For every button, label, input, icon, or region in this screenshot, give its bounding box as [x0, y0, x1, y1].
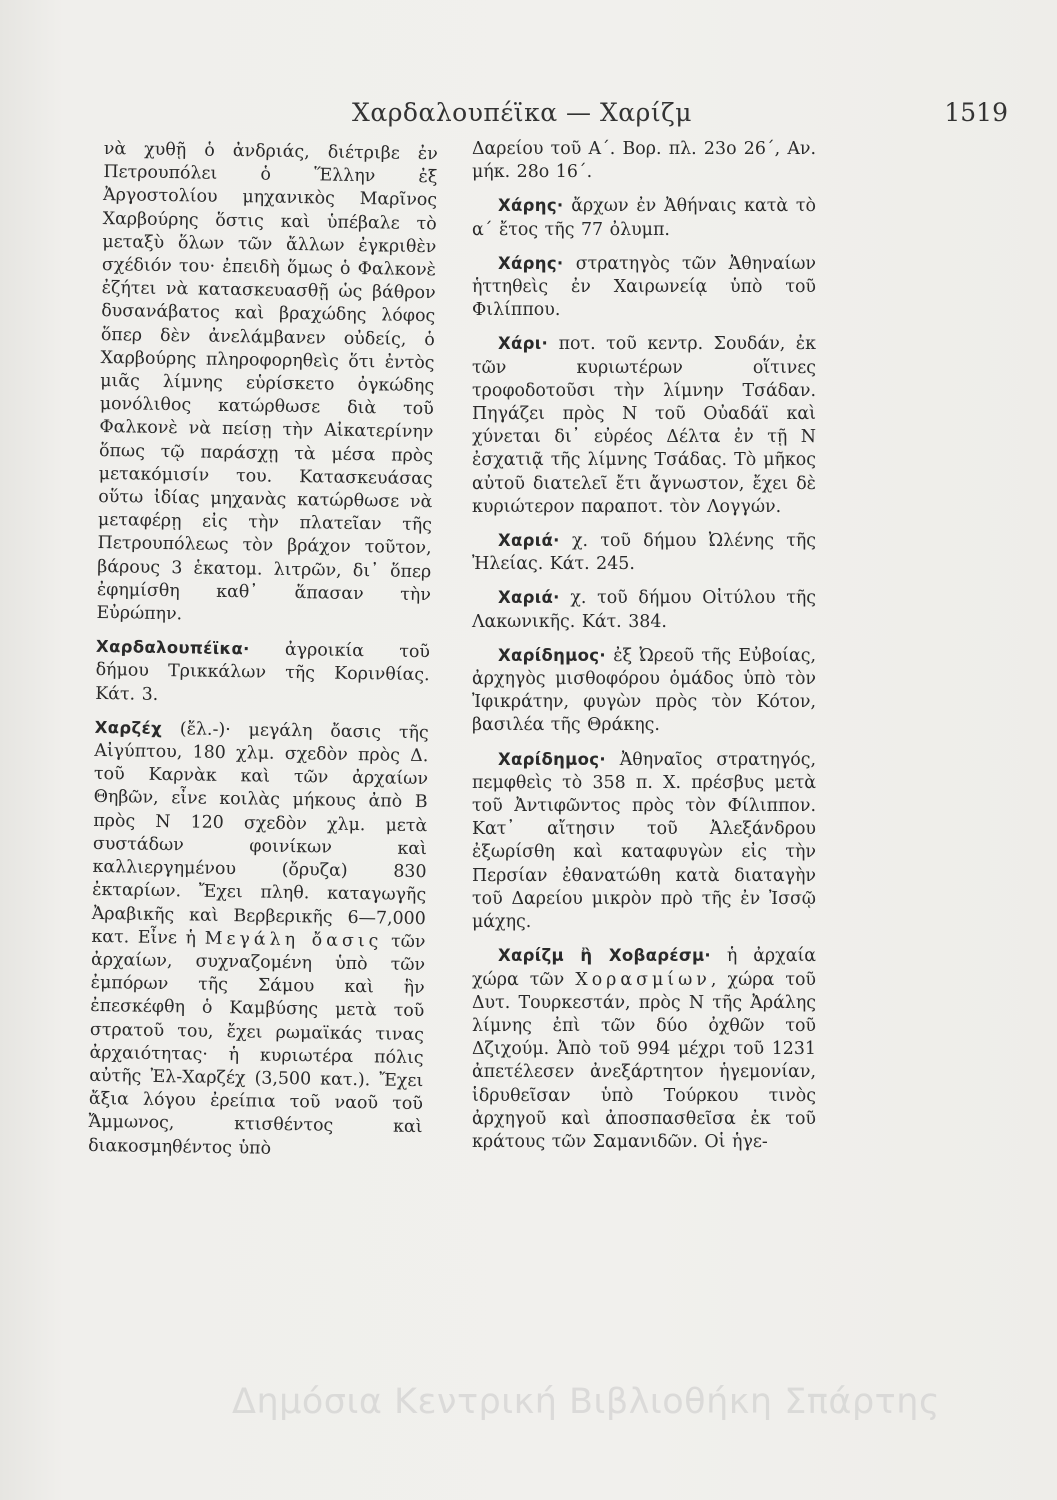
- entry-text: χ. τοῦ δήμου Ὠλένης τῆς Ἠλείας. Κάτ. 245.: [472, 531, 816, 575]
- entry-text: στρατηγὸς τῶν Ἀθηναίων ἡττηθεὶς ἐν Χαιρωνείᾳ ὑπὸ τοῦ Φιλίππου.: [472, 253, 817, 321]
- left-column: [88, 138, 438, 1173]
- dictionary-entry: [472, 644, 816, 738]
- entry-text: Ἀθηναῖος στρατηγός, πεμφθεὶς τὸ 358 π. Χ. πρέσβυς μετὰ τοῦ Ἀντιφῶντος πρὸς τὸν Φίλιππον. Κατ᾽ αἴτησιν τοῦ Ἀλεξάνδρου ἐξωρίσθη καὶ καταφυγὼν εἰς τὴν Περσίαν ἐθανατώθη κατὰ διαταγὴν τοῦ Δαρείου μικρὸν πρὸ τῆς ἐν Ἰσσῷ μάχης.: [472, 749, 817, 933]
- continuation-text: νὰ χυθῇ ὁ ἀνδριάς, διέτριβε ἐν Πετρουπόλει ὁ Ἕλλην ἐξ Ἀργοστολίου μηχανικὸς Μαρῖνος Χαρβούρης ὅστις καὶ ὑπέβαλε τὸ μεταξὺ ὅλων τῶν ἄλλων ἐγκριθὲν σχέδιόν του· ἐπειδὴ ὅμως ὁ Φαλκονὲ ἐζήτει νὰ κατασκευασθῇ ὡς βάθρον δυσανάβατος καὶ βραχώδης λόφος ὅπερ δὲν ἀνελάμβανεν οὐδείς, ὁ Χαρβούρης πληροφορηθεὶς ὅτι ἐντὸς μιᾶς λίμνης εὑρίσκετο ὀγκώδης μονόλιθος κατώρθωσε διὰ τοῦ Φαλκονὲ νὰ πείσῃ τὴν Αἰκατερίνην ὅπως τῷ παράσχῃ τὰ μέσα πρὸς μετακόμισίν του. Κατασκευάσας οὕτω ἰδίας μηχανὰς κατώρθωσε νὰ μεταφέρῃ εἰς τὴν πλατεῖαν τῆς Πετρουπόλεως τὸν βράχον τοῦτον, βάρους 3 ἑκατομ. λιτρῶν, δι᾽ ὅπερ ἐφημίσθη καθ᾽ ἅπασαν τὴν Εὐρώπην.: [96, 138, 438, 625]
- continuation-paragraph: [472, 138, 816, 184]
- dictionary-entry: [88, 716, 429, 1163]
- entry-headword: Χαρζέχ: [94, 717, 163, 738]
- dictionary-entry: [472, 748, 816, 935]
- entry-text: χ. τοῦ δήμου Οἰτύλου τῆς Λακωνικῆς. Κάτ. 384.: [472, 588, 817, 632]
- entry-text: ἐξ Ὠρεοῦ τῆς Εὐβοίας, ἀρχηγὸς μισθοφόρου ὁμάδος ὑπὸ τὸν Ἰφικράτην, φυγὼν πρὸς τὸν Κότον, βασιλέα τῆς Θράκης.: [472, 645, 817, 736]
- dictionary-entry: [95, 635, 430, 711]
- entry-text-after: , χώρα τοῦ Δυτ. Τουρκεστάν, πρὸς Ν τῆς Ἀράλης λίμνης ἐπὶ τῶν δύο ὀχθῶν τοῦ Δζιχούμ. Ἀπὸ τοῦ 994 μέχρι τοῦ 1231 ἀπετέλεσεν ἀνεξάρτητον ἡγεμονίαν, ἱδρυθεῖσαν ὑπὸ Τούρκου τινὸς ἀρχηγοῦ καὶ ἀποσπασθεῖσα ἐκ τοῦ κράτους τῶν Σαμανιδῶν. Οἱ ἡγε-: [472, 969, 817, 1152]
- continuation-text: Δαρείου τοῦ Α΄. Βορ. πλ. 23ο 26΄, Αν. μήκ. 28ο 16΄.: [472, 139, 816, 183]
- dictionary-entry: [472, 586, 816, 633]
- entry-text: ποτ. τοῦ κεντρ. Σουδάν, ἐκ τῶν κυριωτέρων οἵτινες τροφοδοτοῦσι τὴν λίμνην Τσάδαν. Πηγάζει πρὸς Ν τοῦ Οὐαδάϊ καὶ χύνεται δι᾽ εὐρέος Δέλτα ἐν τῇ Ν ἐσχατιᾷ τῆς λίμνης Τσάδας. Τὸ μῆκος αὐτοῦ διατελεῖ ἔτι ἄγνωστον, ἔχει δὲ κυριώτερον παραποτ. τὸν Λογγών.: [472, 334, 817, 517]
- entry-text: (ἔλ.-)· μεγάλη ὄασις τῆς Αἰγύπτου, 180 χλμ. σχεδὸν πρὸς Δ. τοῦ Καρνὰκ καὶ τῶν ἀρχαίων Θηβῶν, εἶνε κοιλὰς μήκους ἀπὸ Β πρὸς Ν 120 σχεδὸν χλμ. μετὰ συστάδων φοινίκων καὶ καλλιεργημένου (ὄρυζα) 830 ἐκταρίων. Ἔχει πληθ. καταγωγῆς Ἀραβικῆς καὶ Βερβερικῆς 6—7,000 κατ. Εἶνε ἡ: [91, 719, 429, 949]
- entry-headword: Χαρίδημος·: [498, 749, 606, 769]
- entry-text: ἄρχων ἐν Ἀθήναις κατὰ τὸ α΄ ἔτος τῆς 77 ὀλυμπ.: [472, 196, 816, 240]
- page-number: 1519: [944, 98, 1008, 127]
- entry-headword: Χαρίζμ ἢ Χοβαρέσμ·: [498, 946, 711, 966]
- entry-headword: Χαρίδημος·: [498, 645, 606, 665]
- entry-text-after: τῶν ἀρχαίων, συχναζομένη ὑπὸ τῶν ἐμπόρων τῆς Σάμου καὶ ἣν ἐπεσκέφθη ὁ Καμβύσης μετὰ τοῦ στρατοῦ του, ἔχει ρωμαϊκάς τινας ἀρχαιότητας· ἡ κυριωτέρα πόλις αὐτῆς Ἐλ-Χαρζέχ (3,500 κατ.). Ἔχει ἄξια λόγου ἐρείπια τοῦ ναοῦ τοῦ Ἄμμωνος, κτισθέντος καὶ διακοσμηθέντος ὑπὸ: [88, 931, 426, 1159]
- entry-headword: Χαριά·: [498, 588, 560, 608]
- entry-headword: Χάρης·: [498, 196, 564, 216]
- entry-text: ἡ ἀρχαία χώρα τῶν: [472, 946, 817, 990]
- right-column: [472, 138, 816, 1164]
- running-head: [0, 98, 1057, 138]
- entry-spaced-text: Χορασμίων: [575, 969, 711, 990]
- entry-headword: Χάρι·: [498, 334, 549, 354]
- dictionary-entry: [472, 944, 816, 1154]
- dictionary-entry: [472, 252, 816, 323]
- entry-headword: Χαριά·: [498, 531, 560, 551]
- entry-spaced-text: Μεγάλη ὄασις: [204, 928, 383, 952]
- dictionary-entry: [472, 194, 816, 241]
- entry-headword: Χάρης·: [498, 253, 564, 273]
- continuation-paragraph: [96, 138, 438, 630]
- dictionary-entry: [472, 332, 816, 519]
- entry-headword: Χαρδαλουπέϊκα·: [95, 637, 250, 659]
- entry-text: ἀγροικία τοῦ δήμου Τρικκάλων τῆς Κορινθίας. Κάτ. 3.: [95, 640, 431, 705]
- dictionary-entry: [472, 529, 816, 576]
- library-watermark: Δημόσια Κεντρική Βιβλιοθήκη Σπάρτης: [232, 1382, 940, 1422]
- page-title: Χαρδαλουπέϊκα — Χαρίζμ: [352, 98, 692, 127]
